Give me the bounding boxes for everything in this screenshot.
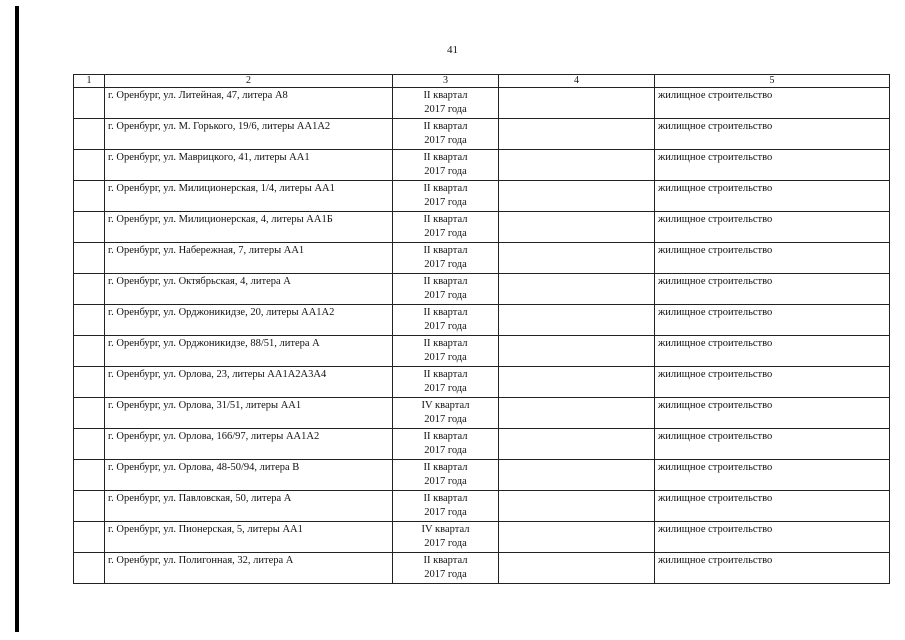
purpose-cell: жилищное строительство [655,150,890,181]
period-quarter: II квартал [423,245,468,256]
column-4-cell [499,181,655,212]
table-row [74,522,890,553]
address-cell: г. Оренбург, ул. Пионерская, 5, литеры АА1 [105,522,393,553]
period-year: 2017 года [424,507,467,518]
period-quarter: II квартал [423,276,468,287]
purpose-cell: жилищное строительство [655,336,890,367]
row-number-cell [74,367,105,398]
row-number-cell [74,491,105,522]
period-year: 2017 года [424,569,467,580]
row-number-cell [74,460,105,491]
period-quarter: II квартал [423,338,468,349]
address-cell: г. Оренбург, ул. Орджоникидзе, 20, литеры АА1А2 [105,305,393,336]
row-number-cell [74,181,105,212]
binding-edge [15,6,19,632]
row-number-cell [74,119,105,150]
period-quarter: IV квартал [421,524,470,535]
period-cell [393,181,499,212]
column-4-cell [499,336,655,367]
column-4-cell [499,88,655,119]
table-row [74,460,890,491]
table-row [74,119,890,150]
purpose-cell: жилищное строительство [655,119,890,150]
period-quarter: II квартал [423,121,468,132]
row-number-cell [74,88,105,119]
column-header: 5 [655,75,890,88]
table-row [74,274,890,305]
column-4-cell [499,367,655,398]
purpose-cell: жилищное строительство [655,243,890,274]
period-cell [393,119,499,150]
column-4-cell [499,398,655,429]
table-row [74,181,890,212]
purpose-cell: жилищное строительство [655,367,890,398]
period-year: 2017 года [424,538,467,549]
table-row [74,305,890,336]
row-number-cell [74,274,105,305]
period-cell [393,367,499,398]
column-4-cell [499,212,655,243]
address-cell: г. Оренбург, ул. М. Горького, 19/6, литеры АА1А2 [105,119,393,150]
period-year: 2017 года [424,352,467,363]
column-4-cell [499,305,655,336]
address-cell: г. Оренбург, ул. Орлова, 23, литеры АА1А2А3А4 [105,367,393,398]
purpose-cell: жилищное строительство [655,181,890,212]
column-4-cell [499,119,655,150]
purpose-cell: жилищное строительство [655,553,890,584]
period-quarter: II квартал [423,214,468,225]
period-cell [393,522,499,553]
period-quarter: II квартал [423,493,468,504]
column-4-cell [499,553,655,584]
purpose-cell: жилищное строительство [655,398,890,429]
row-number-cell [74,553,105,584]
table-row [74,491,890,522]
purpose-cell: жилищное строительство [655,88,890,119]
column-4-cell [499,150,655,181]
address-cell: г. Оренбург, ул. Орлова, 31/51, литеры АА1 [105,398,393,429]
period-year: 2017 года [424,135,467,146]
period-quarter: II квартал [423,152,468,163]
period-cell [393,429,499,460]
period-cell [393,305,499,336]
column-4-cell [499,522,655,553]
period-cell [393,243,499,274]
table-row [74,243,890,274]
purpose-cell: жилищное строительство [655,212,890,243]
period-cell [393,398,499,429]
row-number-cell [74,336,105,367]
address-cell: г. Оренбург, ул. Маврицкого, 41, литеры АА1 [105,150,393,181]
table-row [74,398,890,429]
period-cell [393,336,499,367]
period-quarter: II квартал [423,183,468,194]
period-year: 2017 года [424,166,467,177]
period-quarter: II квартал [423,431,468,442]
row-number-cell [74,150,105,181]
period-quarter: II квартал [423,307,468,318]
address-cell: г. Оренбург, ул. Орлова, 48-50/94, литера В [105,460,393,491]
address-cell: г. Оренбург, ул. Полигонная, 32, литера А [105,553,393,584]
purpose-cell: жилищное строительство [655,522,890,553]
page-number: 41 [447,44,458,56]
period-cell [393,553,499,584]
period-year: 2017 года [424,445,467,456]
period-cell [393,491,499,522]
row-number-cell [74,243,105,274]
data-table [73,74,890,584]
address-cell: г. Оренбург, ул. Набережная, 7, литеры АА1 [105,243,393,274]
column-4-cell [499,460,655,491]
period-quarter: II квартал [423,90,468,101]
table-row [74,367,890,398]
column-header: 2 [105,75,393,88]
period-quarter: IV квартал [421,400,470,411]
column-4-cell [499,491,655,522]
table-row [74,336,890,367]
period-cell [393,460,499,491]
purpose-cell: жилищное строительство [655,460,890,491]
period-year: 2017 года [424,228,467,239]
purpose-cell: жилищное строительство [655,491,890,522]
period-year: 2017 года [424,197,467,208]
period-quarter: II квартал [423,462,468,473]
period-year: 2017 года [424,104,467,115]
period-year: 2017 года [424,290,467,301]
purpose-cell: жилищное строительство [655,305,890,336]
row-number-cell [74,522,105,553]
table-body [74,88,890,584]
table-row [74,150,890,181]
table-row [74,88,890,119]
table-row [74,212,890,243]
row-number-cell [74,398,105,429]
row-number-cell [74,212,105,243]
table-row [74,553,890,584]
period-year: 2017 года [424,414,467,425]
address-cell: г. Оренбург, ул. Литейная, 47, литера А8 [105,88,393,119]
period-cell [393,88,499,119]
purpose-cell: жилищное строительство [655,429,890,460]
row-number-cell [74,305,105,336]
table-row [74,429,890,460]
address-cell: г. Оренбург, ул. Орлова, 166/97, литеры АА1А2 [105,429,393,460]
address-cell: г. Оренбург, ул. Милиционерская, 1/4, литеры АА1 [105,181,393,212]
header-row [74,75,890,88]
period-quarter: II квартал [423,369,468,380]
period-cell [393,150,499,181]
address-cell: г. Оренбург, ул. Орджоникидзе, 88/51, литера А [105,336,393,367]
period-year: 2017 года [424,321,467,332]
column-4-cell [499,274,655,305]
column-header: 4 [499,75,655,88]
purpose-cell: жилищное строительство [655,274,890,305]
period-year: 2017 года [424,383,467,394]
period-cell [393,212,499,243]
period-year: 2017 года [424,259,467,270]
address-cell: г. Оренбург, ул. Павловская, 50, литера А [105,491,393,522]
period-year: 2017 года [424,476,467,487]
period-cell [393,274,499,305]
address-cell: г. Оренбург, ул. Милиционерская, 4, литеры АА1Б [105,212,393,243]
row-number-cell [74,429,105,460]
address-cell: г. Оренбург, ул. Октябрьская, 4, литера А [105,274,393,305]
column-4-cell [499,429,655,460]
column-header: 3 [393,75,499,88]
column-4-cell [499,243,655,274]
column-header: 1 [74,75,105,88]
period-quarter: II квартал [423,555,468,566]
